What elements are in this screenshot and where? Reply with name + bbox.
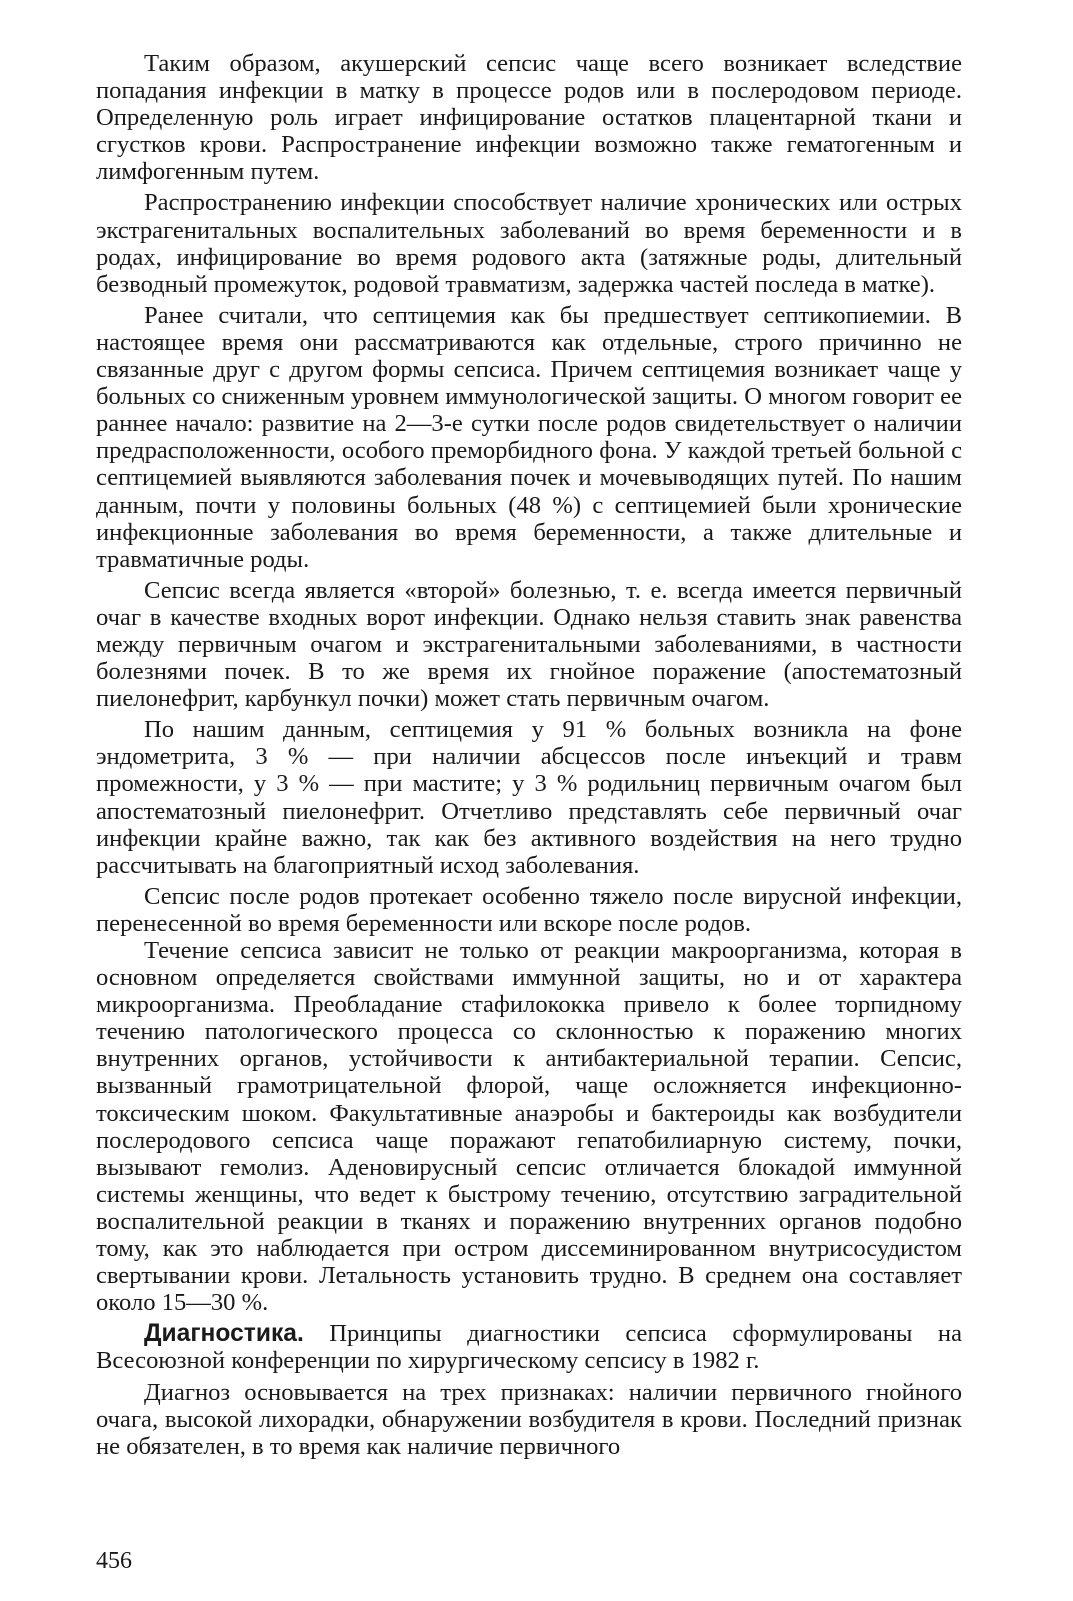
paragraph-2: Распространению инфекции способствует наличие хронических или острых экстрагенитальных воспалительных заболеваний во время беременности и в родах, инфицирование во время родового акта (затяжные роды, длительный безводный промежуток, родовой травматизм, задержка частей последа в матке). [96, 189, 962, 298]
paragraph-5: По нашим данным, септицемия у 91 % больных возникла на фоне эндометрита, 3 % — при наличии абсцессов после инъекций и травм промежности, у 3 % — при мастите; у 3 % родильниц первичным очагом был апостематозный пиелонефрит. Отчетливо представлять себе первичный очаг инфекции крайне важно, так как без активного воздействия на него трудно рассчитывать на благоприятный исход заболевания. [96, 716, 962, 879]
diagnostics-text: Принципы диагностики сепсиса сформулированы на Всесоюзной конференции по хирургическому сепсису в 1982 г. [96, 1320, 962, 1375]
page-body [96, 50, 962, 1460]
page-number: 456 [96, 1548, 132, 1574]
paragraph-1: Таким образом, акушерский сепсис чаще всего возникает вследствие попадания инфекции в матку в процессе родов или в послеродовом периоде. Определенную роль играет инфицирование остатков плацентарной ткани и сгустков крови. Распространение инфекции возможно также гематогенным и лимфогенным путем. [96, 50, 962, 186]
paragraph-7: Течение сепсиса зависит не только от реакции макроорганизма, которая в основном определяется свойствами иммунной защиты, но и от характера микроорганизма. Преобладание стафилококка привело к более торпидному течению патологического процесса со склонностью к поражению многих внутренних органов, устойчивости к антибактериальной терапии. Сепсис, вызванный грамотрицательной флорой, чаще осложняется инфекционно-токсическим шоком. Факультативные анаэробы и бактероиды как возбудители послеродового сепсиса чаще поражают гепатобилиарную систему, почки, вызывают гемолиз. Аденовирусный сепсис отличается блокадой иммунной системы женщины, что ведет к быстрому течению, отсутствию заградительной воспалительной реакции в тканях и поражению внутренних органов подобно тому, как это наблюдается при остром диссеминированном внутрисосудистом свертывании крови. Летальность установить трудно. В среднем она составляет около 15—30 %. [96, 937, 962, 1317]
paragraph-diagnostics [96, 1320, 962, 1374]
section-lead-diagnostics: Диагностика. [144, 1320, 304, 1348]
paragraph-4: Сепсис всегда является «второй» болезнью, т. е. всегда имеется первичный очаг в качестве входных ворот инфекции. Однако нельзя ставить знак равенства между первичным очагом и экстрагенитальными заболеваниями, в частности болезнями почек. В то же время их гнойное поражение (апостематозный пиелонефрит, карбункул почки) может стать первичным очагом. [96, 576, 962, 713]
paragraph-final: Диагноз основывается на трех признаках: наличии первичного гнойного очага, высокой лихорадки, обнаружении возбудителя в крови. Последний признак не обязателен, в то время как наличие первичного [96, 1378, 962, 1460]
paragraph-6: Сепсис после родов протекает особенно тяжело после вирусной инфекции, перенесенной во время беременности или вскоре после родов. [96, 882, 962, 937]
paragraph-3: Ранее считали, что септицемия как бы предшествует септикопиемии. В настоящее время они рассматриваются как отдельные, строго причинно не связанные друг с другом формы сепсиса. Причем септицемия возникает чаще у больных со сниженным уровнем иммунологической защиты. О многом говорит ее раннее начало: развитие на 2—3-е сутки после родов свидетельствует о наличии предрасположенности, особого преморбидного фона. У каждой третьей больной с септицемией выявляются заболевания почек и мочевыводящих путей. По нашим данным, почти у половины больных (48 %) с септицемией были хронические инфекционные заболевания во время беременности, а также длительные и травматичные роды. [96, 301, 962, 573]
